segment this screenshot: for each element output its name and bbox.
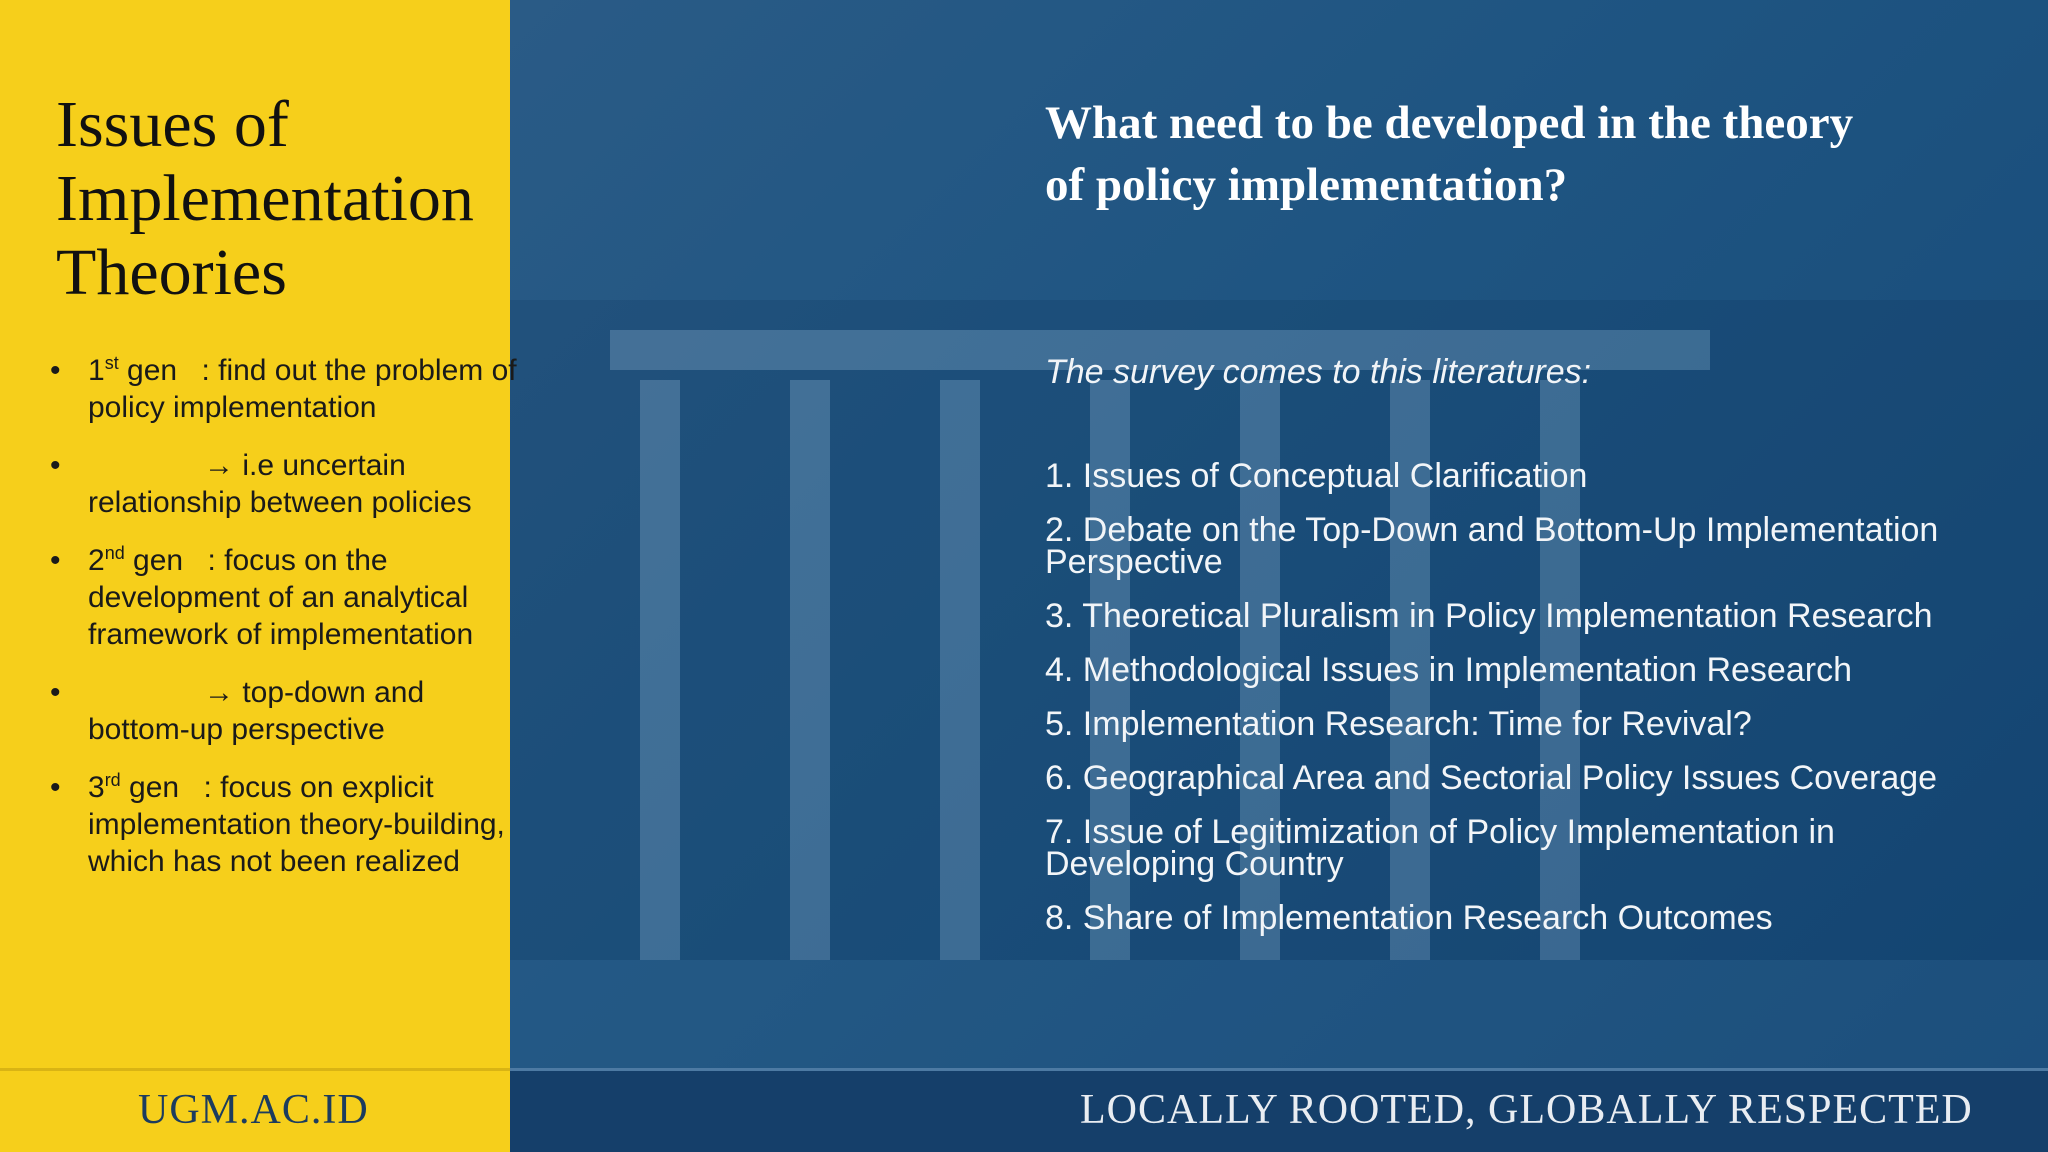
list-item: 2. Debate on the Top-Down and Bottom-Up Implementation Perspective xyxy=(1045,511,1939,581)
literature-list xyxy=(1045,457,2005,956)
list-item: 1. Issues of Conceptual Clarification xyxy=(1045,457,1588,495)
gen-suffix: rd xyxy=(104,770,121,790)
item-text: : focus on the development of an analytical framework of implementation xyxy=(88,544,474,651)
footer-website: UGM.AC.ID xyxy=(138,1087,369,1133)
gen-label: gen xyxy=(124,544,184,577)
bullet: • xyxy=(50,354,61,387)
list-item xyxy=(50,769,520,880)
list-item xyxy=(50,542,520,653)
list-item: 5. Implementation Research: Time for Revival? xyxy=(1045,705,1752,743)
arrow-icon: → xyxy=(204,676,234,709)
list-item: 7. Issue of Legitimization of Policy Implementation in Developing Country xyxy=(1045,813,1835,883)
footer-tagline: LOCALLY ROOTED, GLOBALLY RESPECTED xyxy=(1080,1087,1973,1133)
right-title: What need to be developed in the theory of policy implementation? xyxy=(1045,97,1854,211)
item-text: : focus on explicit implementation theory-building, which has not been realized xyxy=(88,771,505,878)
gen-number: 1 xyxy=(88,354,105,387)
list-item: 4. Methodological Issues in Implementation Research xyxy=(1045,651,1852,689)
bullet: • xyxy=(50,544,61,577)
list-item xyxy=(50,447,520,521)
bullet: • xyxy=(50,676,61,709)
gen-number: 3 xyxy=(88,771,105,804)
item-text: i.e uncertain relationship between policies xyxy=(88,449,472,519)
left-title: Issues of Implementation Theories xyxy=(56,88,474,309)
list-item xyxy=(50,674,520,748)
item-text: : find out the problem of policy implementation xyxy=(88,354,517,424)
gen-number: 2 xyxy=(88,544,105,577)
item-text: top-down and bottom-up perspective xyxy=(88,676,425,746)
bullet: • xyxy=(50,449,61,482)
list-item: 3. Theoretical Pluralism in Policy Implementation Research xyxy=(1045,597,1933,635)
bullet: • xyxy=(50,771,61,804)
gen-label: gen xyxy=(120,771,180,804)
gen-suffix: nd xyxy=(104,543,125,563)
survey-subtitle: The survey comes to this literatures: xyxy=(1045,353,1592,391)
generation-list xyxy=(50,352,520,901)
list-item: 8. Share of Implementation Research Outcomes xyxy=(1045,899,1773,937)
list-item: 6. Geographical Area and Sectorial Policy Issues Coverage xyxy=(1045,759,1938,797)
gen-label: gen xyxy=(118,354,178,387)
arrow-icon: → xyxy=(204,449,234,482)
gen-suffix: st xyxy=(104,353,119,373)
list-item xyxy=(50,352,520,426)
